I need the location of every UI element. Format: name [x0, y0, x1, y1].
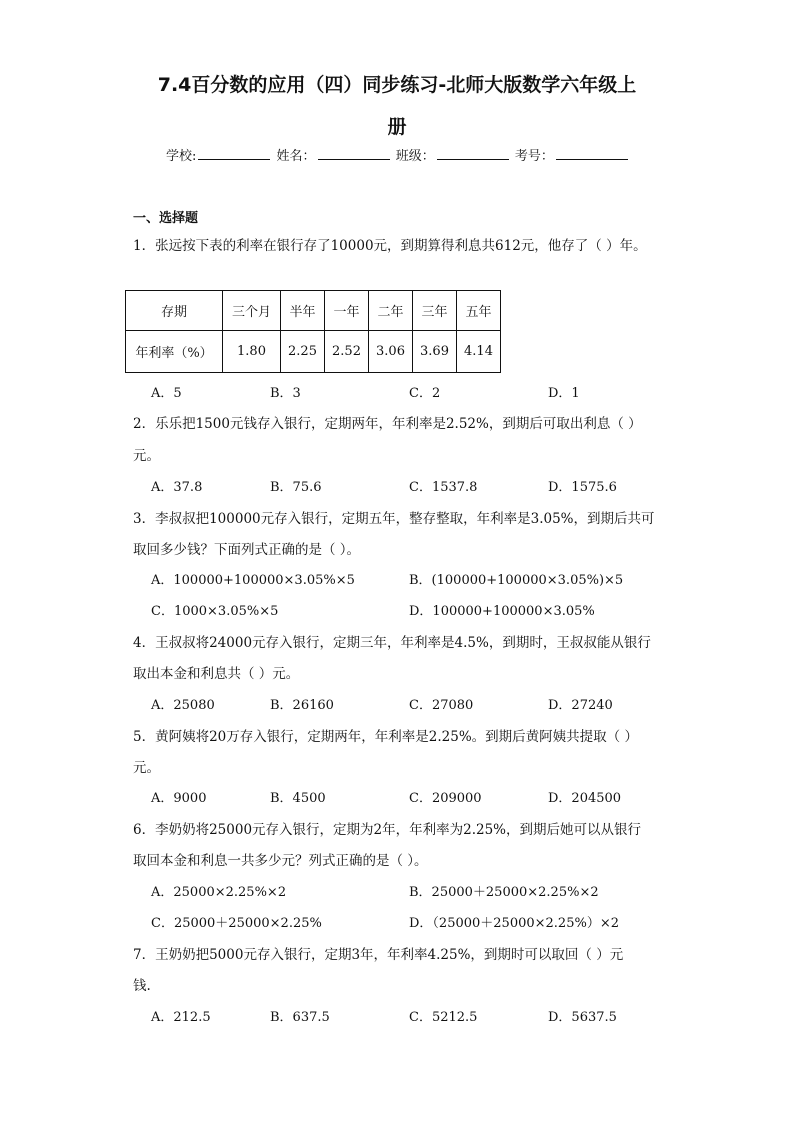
table-cell: 3.06 [369, 331, 413, 373]
question-2-text-cont: 元。 [133, 448, 160, 464]
class-blank[interactable] [437, 147, 509, 160]
q2-option-b[interactable]: B．75.6 [270, 480, 322, 495]
table-cell: 4.14 [457, 331, 501, 373]
question-2-text: 2．乐乐把1500元钱存入银行，定期两年，年利率是2.52%，到期后可取出利息（ ） [133, 416, 642, 432]
page-title-continued: 册 [387, 116, 407, 138]
q2-option-c[interactable]: C．1537.8 [409, 480, 478, 495]
table-header-cell: 存期 [126, 291, 223, 331]
question-6-text-cont: 取回本金和利息一共多少元？列式正确的是（ ）。 [133, 853, 428, 869]
interest-rate-table [125, 290, 501, 373]
question-3-text: 3．李叔叔把100000元存入银行，定期五年，整存整取，年利率是3.05%，到期后共可 [133, 511, 655, 527]
table-cell: 3.69 [413, 331, 457, 373]
page-title: 7.4百分数的应用（四）同步练习-北师大版数学六年级上 [157, 74, 637, 96]
q1-option-c[interactable]: C．2 [409, 386, 441, 401]
question-1-text: 1．张远按下表的利率在银行存了10000元，到期算得利息共612元，他存了（ ）年。 [133, 238, 647, 254]
class-label: 班级： [395, 149, 435, 164]
name-label: 姓名： [276, 149, 316, 164]
q6-option-a[interactable]: A．25000×2.25%×2 [151, 885, 287, 900]
name-blank[interactable] [318, 147, 390, 160]
table-cell: 1.80 [223, 331, 281, 373]
q5-option-d[interactable]: D．204500 [548, 791, 622, 806]
q1-option-a[interactable]: A．5 [151, 386, 182, 401]
question-5-text: 5．黄阿姨将20万存入银行，定期两年，年利率是2.25%。到期后黄阿姨共提取（ ） [133, 729, 638, 745]
question-7-text-cont: 钱. [133, 978, 151, 994]
table-header-cell: 三个月 [223, 291, 281, 331]
question-4-text: 4．王叔叔将24000元存入银行，定期三年，年利率是4.5%，到期时，王叔叔能从银行 [133, 635, 651, 651]
q3-option-d[interactable]: D．100000+100000×3.05% [409, 604, 595, 619]
question-7-text: 7．王奶奶把5000元存入银行，定期3年，年利率4.25%，到期时可以取回（ ）元 [133, 947, 624, 963]
q3-option-c[interactable]: C．1000×3.05%×5 [151, 604, 279, 619]
table-header-cell: 半年 [281, 291, 325, 331]
school-blank[interactable] [198, 147, 270, 160]
table-cell: 2.52 [325, 331, 369, 373]
exam-number-blank[interactable] [556, 147, 628, 160]
q3-option-a[interactable]: A．100000+100000×3.05%×5 [151, 573, 355, 588]
table-header-cell: 三年 [413, 291, 457, 331]
q4-option-c[interactable]: C．27080 [409, 698, 474, 713]
q7-option-b[interactable]: B．637.5 [270, 1010, 330, 1025]
student-info-row [166, 145, 630, 164]
q4-option-b[interactable]: B．26160 [270, 698, 334, 713]
q7-option-a[interactable]: A．212.5 [151, 1010, 211, 1025]
q6-option-b[interactable]: B．25000＋25000×2.25%×2 [409, 885, 599, 900]
q1-option-d[interactable]: D．1 [548, 386, 580, 401]
section-heading: 一、选择题 [133, 211, 199, 226]
q4-option-d[interactable]: D．27240 [548, 698, 613, 713]
q3-option-b[interactable]: B．(100000+100000×3.05%)×5 [409, 573, 624, 588]
q2-option-d[interactable]: D．1575.6 [548, 480, 617, 495]
table-header-cell: 五年 [457, 291, 501, 331]
question-4-text-cont: 取出本金和利息共（ ）元。 [133, 666, 300, 682]
q6-option-d[interactable]: D．（25000＋25000×2.25%）×2 [409, 916, 619, 931]
q7-option-d[interactable]: D．5637.5 [548, 1010, 617, 1025]
question-6-text: 6．李奶奶将25000元存入银行，定期为2年，年利率为2.25%，到期后她可以从银行 [133, 822, 642, 838]
table-header-cell: 一年 [325, 291, 369, 331]
q5-option-c[interactable]: C．209000 [409, 791, 482, 806]
q2-option-a[interactable]: A．37.8 [151, 480, 203, 495]
table-header-cell: 二年 [369, 291, 413, 331]
school-label: 学校: [166, 149, 197, 164]
q5-option-b[interactable]: B．4500 [270, 791, 326, 806]
q4-option-a[interactable]: A．25080 [151, 698, 215, 713]
exam-number-label: 考号： [514, 149, 554, 164]
q5-option-a[interactable]: A．9000 [151, 791, 207, 806]
q1-option-b[interactable]: B．3 [270, 386, 301, 401]
table-cell: 年利率（%） [126, 331, 223, 373]
table-cell: 2.25 [281, 331, 325, 373]
q7-option-c[interactable]: C．5212.5 [409, 1010, 478, 1025]
q6-option-c[interactable]: C．25000＋25000×2.25% [151, 916, 322, 931]
question-5-text-cont: 元。 [133, 760, 160, 776]
question-3-text-cont: 取回多少钱？下面列式正确的是（ ）。 [133, 542, 361, 558]
